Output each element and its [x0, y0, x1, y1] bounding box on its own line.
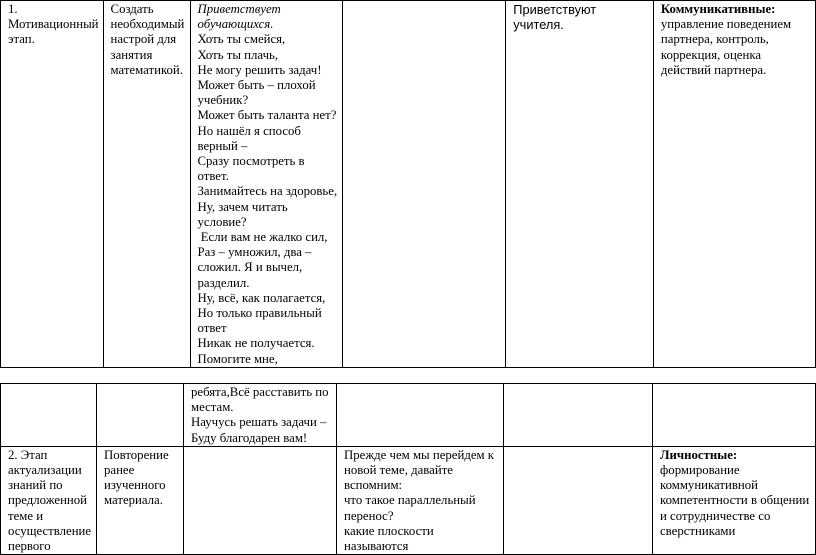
uud-cell	[653, 446, 816, 554]
poem-line: Не могу решить задач!	[197, 62, 322, 77]
goal-text: Создать необходимый настрой для занятия математикой.	[110, 2, 185, 77]
empty-cell	[97, 384, 184, 447]
empty-cell	[1, 384, 97, 447]
stage-text: 2. Этап актуализации знаний по предложенной теме и осуществление первого	[8, 447, 92, 554]
poem-line: Ну, всё, как полагается,	[197, 290, 326, 305]
poem-line: Может быть – плохой учебник?	[197, 78, 316, 108]
poem-line: Занимайтесь на здоровье,	[197, 184, 338, 199]
empty-cell	[184, 446, 337, 554]
goal-cell	[103, 1, 190, 368]
poem-line: Раз – умножил, два – сложил. Я и вычел, разделил.	[197, 245, 312, 290]
poem-line: Никак не получается.	[197, 336, 315, 351]
empty-cell	[504, 446, 653, 554]
empty-cell	[653, 384, 816, 447]
poem-line: Научусь решать задачи –	[191, 415, 327, 430]
uud-text: формирование коммуникативной компетентности в общении и сотрудничестве со сверстниками	[660, 463, 810, 538]
teacher-intro: Приветствует обучающихся.	[197, 2, 281, 32]
students-text: Приветствуют учителя.	[513, 2, 597, 33]
students-activity-cell	[506, 1, 654, 368]
empty-cell	[337, 384, 504, 447]
poem-line: Помогите мне,	[197, 351, 278, 366]
goal-text: Повторение ранее изученного материала.	[104, 447, 169, 508]
stage-cell	[1, 446, 97, 554]
goal-cell	[97, 446, 184, 554]
poem-line: Буду благодарен вам!	[191, 430, 308, 445]
uud-title: Коммуникативные:	[660, 2, 776, 16]
stage-cell	[1, 1, 104, 368]
stage-text: 1. Мотивационный этап.	[8, 2, 99, 47]
uud-text: управление поведением партнера, контроль, коррекция, оценка действий партнера.	[660, 17, 792, 77]
teacher-line: какие плоскости называются	[344, 523, 434, 554]
lesson-table-bottom	[0, 383, 816, 555]
teacher-line: что такое параллельный перенос?	[344, 493, 476, 523]
teacher-activity-cell-continued	[184, 384, 337, 447]
poem-line: Сразу посмотреть в ответ.	[197, 154, 305, 184]
uud-title: Личностные:	[660, 447, 738, 462]
teacher-line: Прежде чем мы перейдем к новой теме, давайте вспомним:	[344, 447, 495, 493]
poem-line: Но только правильный ответ	[197, 306, 322, 336]
poem-line: Может быть таланта нет?	[197, 108, 337, 123]
poem-line: Ну, зачем читать условие?	[197, 199, 288, 229]
poem-line: Но нашёл я способ верный –	[197, 123, 301, 153]
teacher-activity-cell	[190, 1, 343, 368]
poem-line: ребята,Всё расставить по местам.	[191, 385, 329, 415]
uud-cell	[653, 1, 815, 368]
poem-line: Хоть ты плачь,	[197, 47, 279, 62]
empty-cell	[504, 384, 653, 447]
empty-cell	[343, 1, 506, 368]
poem-line: Если вам не жалко сил,	[197, 230, 328, 245]
poem-line: Хоть ты смейся,	[197, 32, 286, 47]
teacher-activity-cell	[337, 446, 504, 554]
